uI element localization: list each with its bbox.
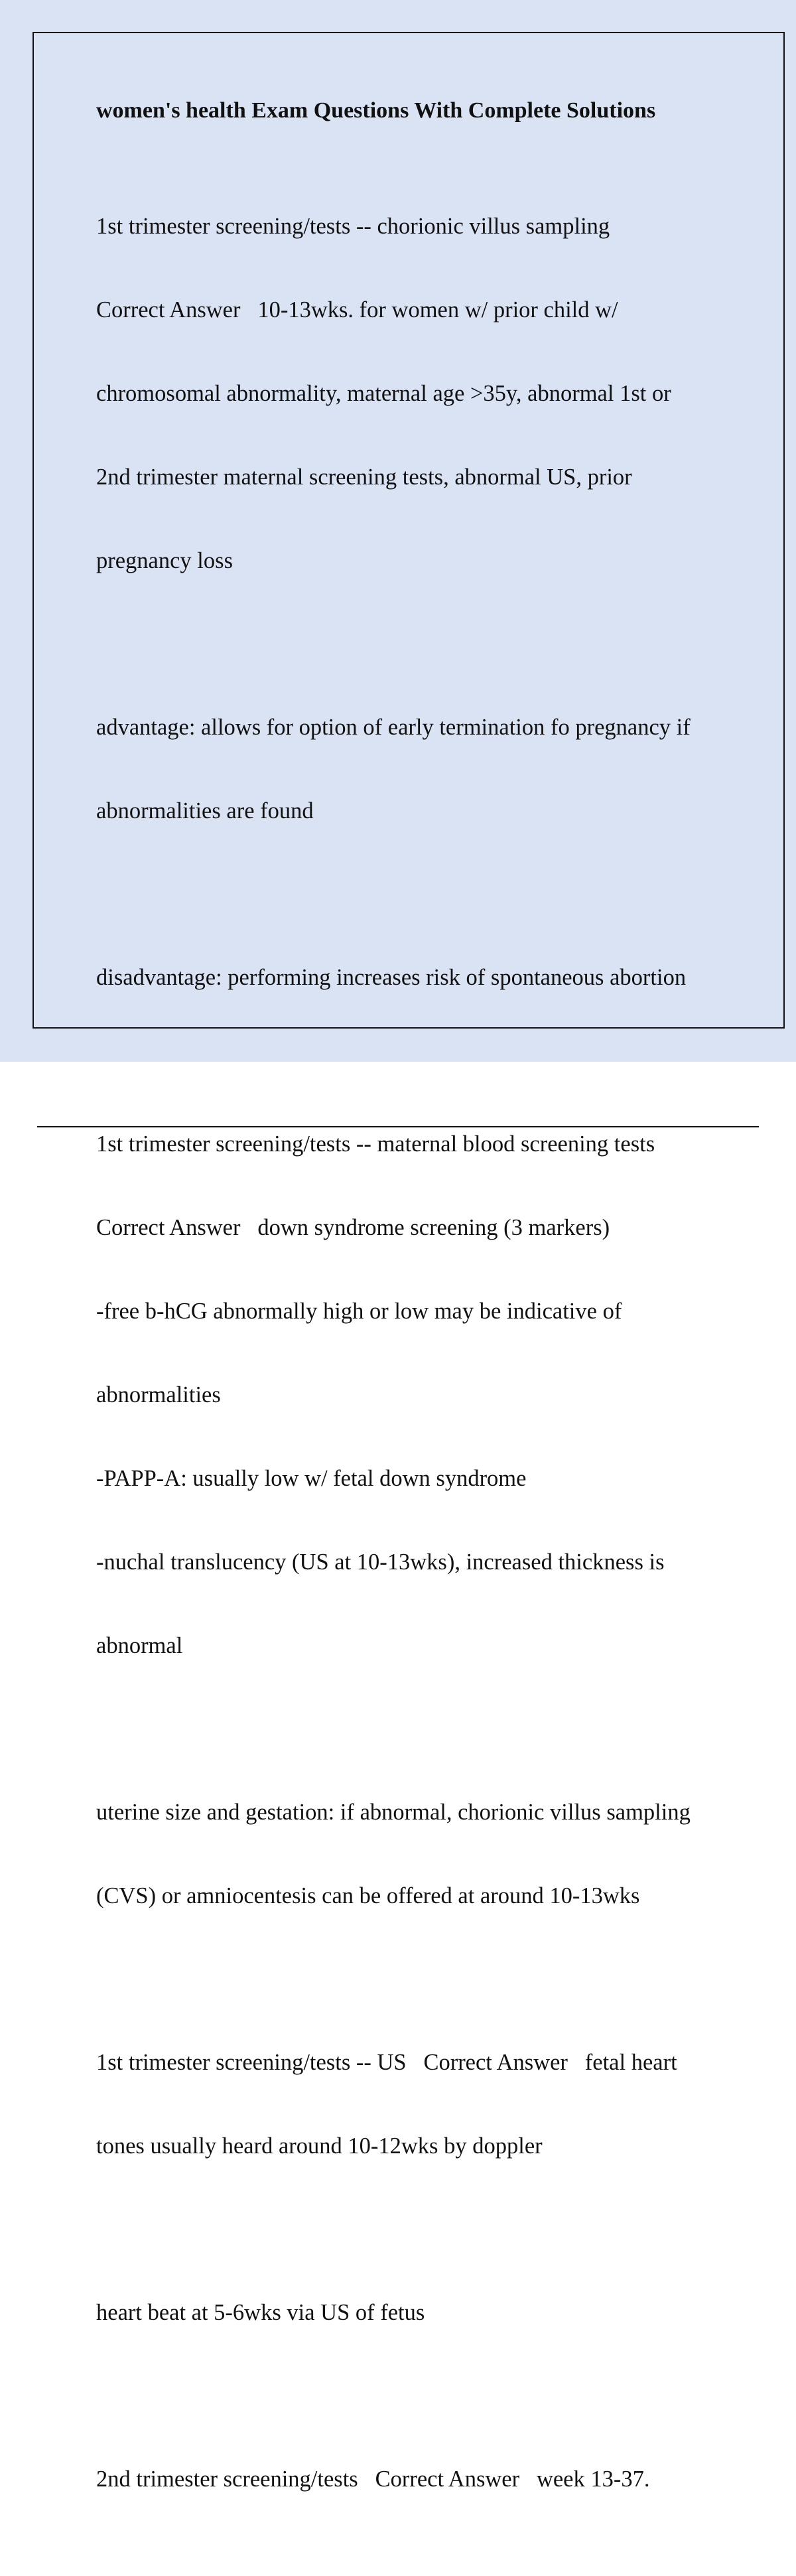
text-line: heart beat at 5-6wks via US of fetus [96,2300,425,2325]
text-line: 2nd trimester maternal screening tests, abnormal US, prior [96,465,632,490]
qa-paragraph [96,1743,733,1966]
document-body [96,93,733,2576]
qa-paragraph [96,2409,733,2549]
text-line: abnormalities [96,1382,221,1407]
text-line: -nuchal translucency (US at 10-13wks), increased thickness is [96,1549,665,1575]
qa-paragraph [96,157,733,630]
text-line: advantage: allows for option of early termination fo pregnancy if [96,715,691,740]
text-line: 1st trimester screening/tests -- chorionic villus sampling [96,214,610,239]
qa-paragraph [96,1993,733,2216]
document-title: women's health Exam Questions With Complete Solutions [96,98,656,123]
text-line: 2nd trimester screening/tests Correct Answer week 13-37. [96,2467,650,2492]
text-line: tones usually heard around 10-12wks by doppler [96,2133,543,2159]
qa-paragraph [96,908,733,1047]
text-line: Correct Answer 10-13wks. for women w/ prior child w/ [96,297,618,322]
text-line: -free b-hCG abnormally high or low may be indicative of [96,1299,622,1324]
footer-divider [37,1126,759,1127]
text-line: (CVS) or amniocentesis can be offered at around 10-13wks [96,1883,640,1908]
text-line: abnormalities are found [96,798,314,823]
text-line: disadvantage: performing increases risk of spontaneous abortion [96,965,687,990]
qa-paragraph [96,1074,733,1715]
text-line: -PAPP-A: usually low w/ fetal down syndrome [96,1466,527,1491]
qa-paragraph [96,658,733,881]
qa-paragraph [96,2243,733,2382]
text-line: abnormal [96,1633,183,1658]
text-line: uterine size and gestation: if abnormal, chorionic villus sampling [96,1800,691,1825]
text-line: Correct Answer down syndrome screening (3 markers) [96,1215,610,1240]
text-line: pregnancy loss [96,548,233,573]
text-line: 1st trimester screening/tests -- maternal blood screening tests [96,1131,655,1157]
text-line: 1st trimester screening/tests -- US Correct Answer fetal heart [96,2050,677,2075]
text-line: chromosomal abnormality, maternal age >35y, abnormal 1st or [96,381,671,406]
